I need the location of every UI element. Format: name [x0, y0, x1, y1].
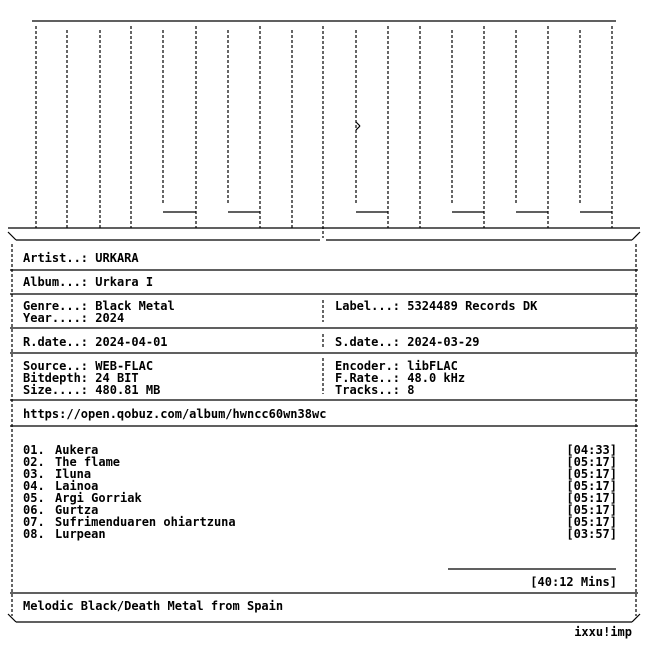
- description: Melodic Black/Death Metal from Spain: [23, 599, 284, 613]
- label-label: Label...:: [335, 299, 401, 313]
- track-6-time: [05:17]: [566, 503, 617, 517]
- track-5-time: [05:17]: [566, 491, 617, 505]
- size-value: 480.81 MB: [95, 383, 161, 397]
- size-label: Size....:: [23, 383, 89, 397]
- rdate-row: [23, 336, 168, 348]
- sdate-row: [335, 336, 480, 348]
- track-7-time: [05:17]: [566, 515, 617, 529]
- track-8-number: 08.: [23, 527, 45, 541]
- track-8-time: [03:57]: [566, 527, 617, 541]
- genre-label: Genre...:: [23, 299, 89, 313]
- track-6-title: Gurtza: [55, 503, 99, 517]
- rdate-label: R.date..:: [23, 335, 89, 349]
- track-8-title: Lurpean: [55, 527, 106, 541]
- year-row: [23, 312, 124, 324]
- track-2-time: [05:17]: [566, 455, 617, 469]
- track-1-time: [04:33]: [566, 443, 617, 457]
- encoder-label: Encoder.:: [335, 359, 401, 373]
- tracks-value: 8: [407, 383, 415, 397]
- size-row: [23, 384, 160, 396]
- credit-signature: ixxu!imp: [574, 625, 632, 639]
- sdate-label: S.date..:: [335, 335, 401, 349]
- track-5-title: Argi Gorriak: [55, 491, 142, 505]
- artist-value: URKARA: [95, 251, 139, 265]
- track-1-title: Aukera: [55, 443, 99, 457]
- track-7-number: 07.: [23, 515, 45, 529]
- frate-value: 48.0 kHz: [407, 371, 466, 385]
- track-3-title: Iluna: [55, 467, 92, 481]
- track-4-time: [05:17]: [566, 479, 617, 493]
- track-3-time: [05:17]: [566, 467, 617, 481]
- year-value: 2024: [95, 311, 125, 325]
- rdate-value: 2024-04-01: [95, 335, 168, 349]
- track-1-number: 01.: [23, 443, 45, 457]
- album-value: Urkara I: [95, 275, 154, 289]
- tracks-label: Tracks..:: [335, 383, 401, 397]
- sdate-value: 2024-03-29: [407, 335, 480, 349]
- source-label: Source..:: [23, 359, 89, 373]
- track-3-number: 03.: [23, 467, 45, 481]
- album-url-link[interactable]: [23, 408, 326, 420]
- track-4-title: Lainoa: [55, 479, 99, 493]
- track-4-number: 04.: [23, 479, 45, 493]
- album-url[interactable]: https://open.qobuz.com/album/hwncc60wn38wc: [23, 407, 327, 421]
- year-label: Year....:: [23, 311, 89, 325]
- bitdepth-value: 24 BIT: [95, 371, 139, 385]
- frate-label: F.Rate..:: [335, 371, 401, 385]
- artist-label: Artist..:: [23, 251, 89, 265]
- track-2-number: 02.: [23, 455, 45, 469]
- genre-value: Black Metal: [95, 299, 175, 313]
- album-label: Album...:: [23, 275, 89, 289]
- tracks-row: [335, 384, 415, 396]
- bitdepth-label: Bitdepth:: [23, 371, 89, 385]
- total-time: [40:12 Mins]: [530, 575, 617, 589]
- source-value: WEB-FLAC: [95, 359, 154, 373]
- track-2-title: The flame: [55, 455, 121, 469]
- artist-row: [23, 252, 139, 264]
- track-6-number: 06.: [23, 503, 45, 517]
- label-row: [335, 300, 537, 312]
- encoder-value: libFLAC: [407, 359, 458, 373]
- track-5-number: 05.: [23, 491, 45, 505]
- track-7-title: Sufrimenduaren ohiartzuna: [55, 515, 236, 529]
- album-row: [23, 276, 153, 288]
- label-value: 5324489 Records DK: [407, 299, 538, 313]
